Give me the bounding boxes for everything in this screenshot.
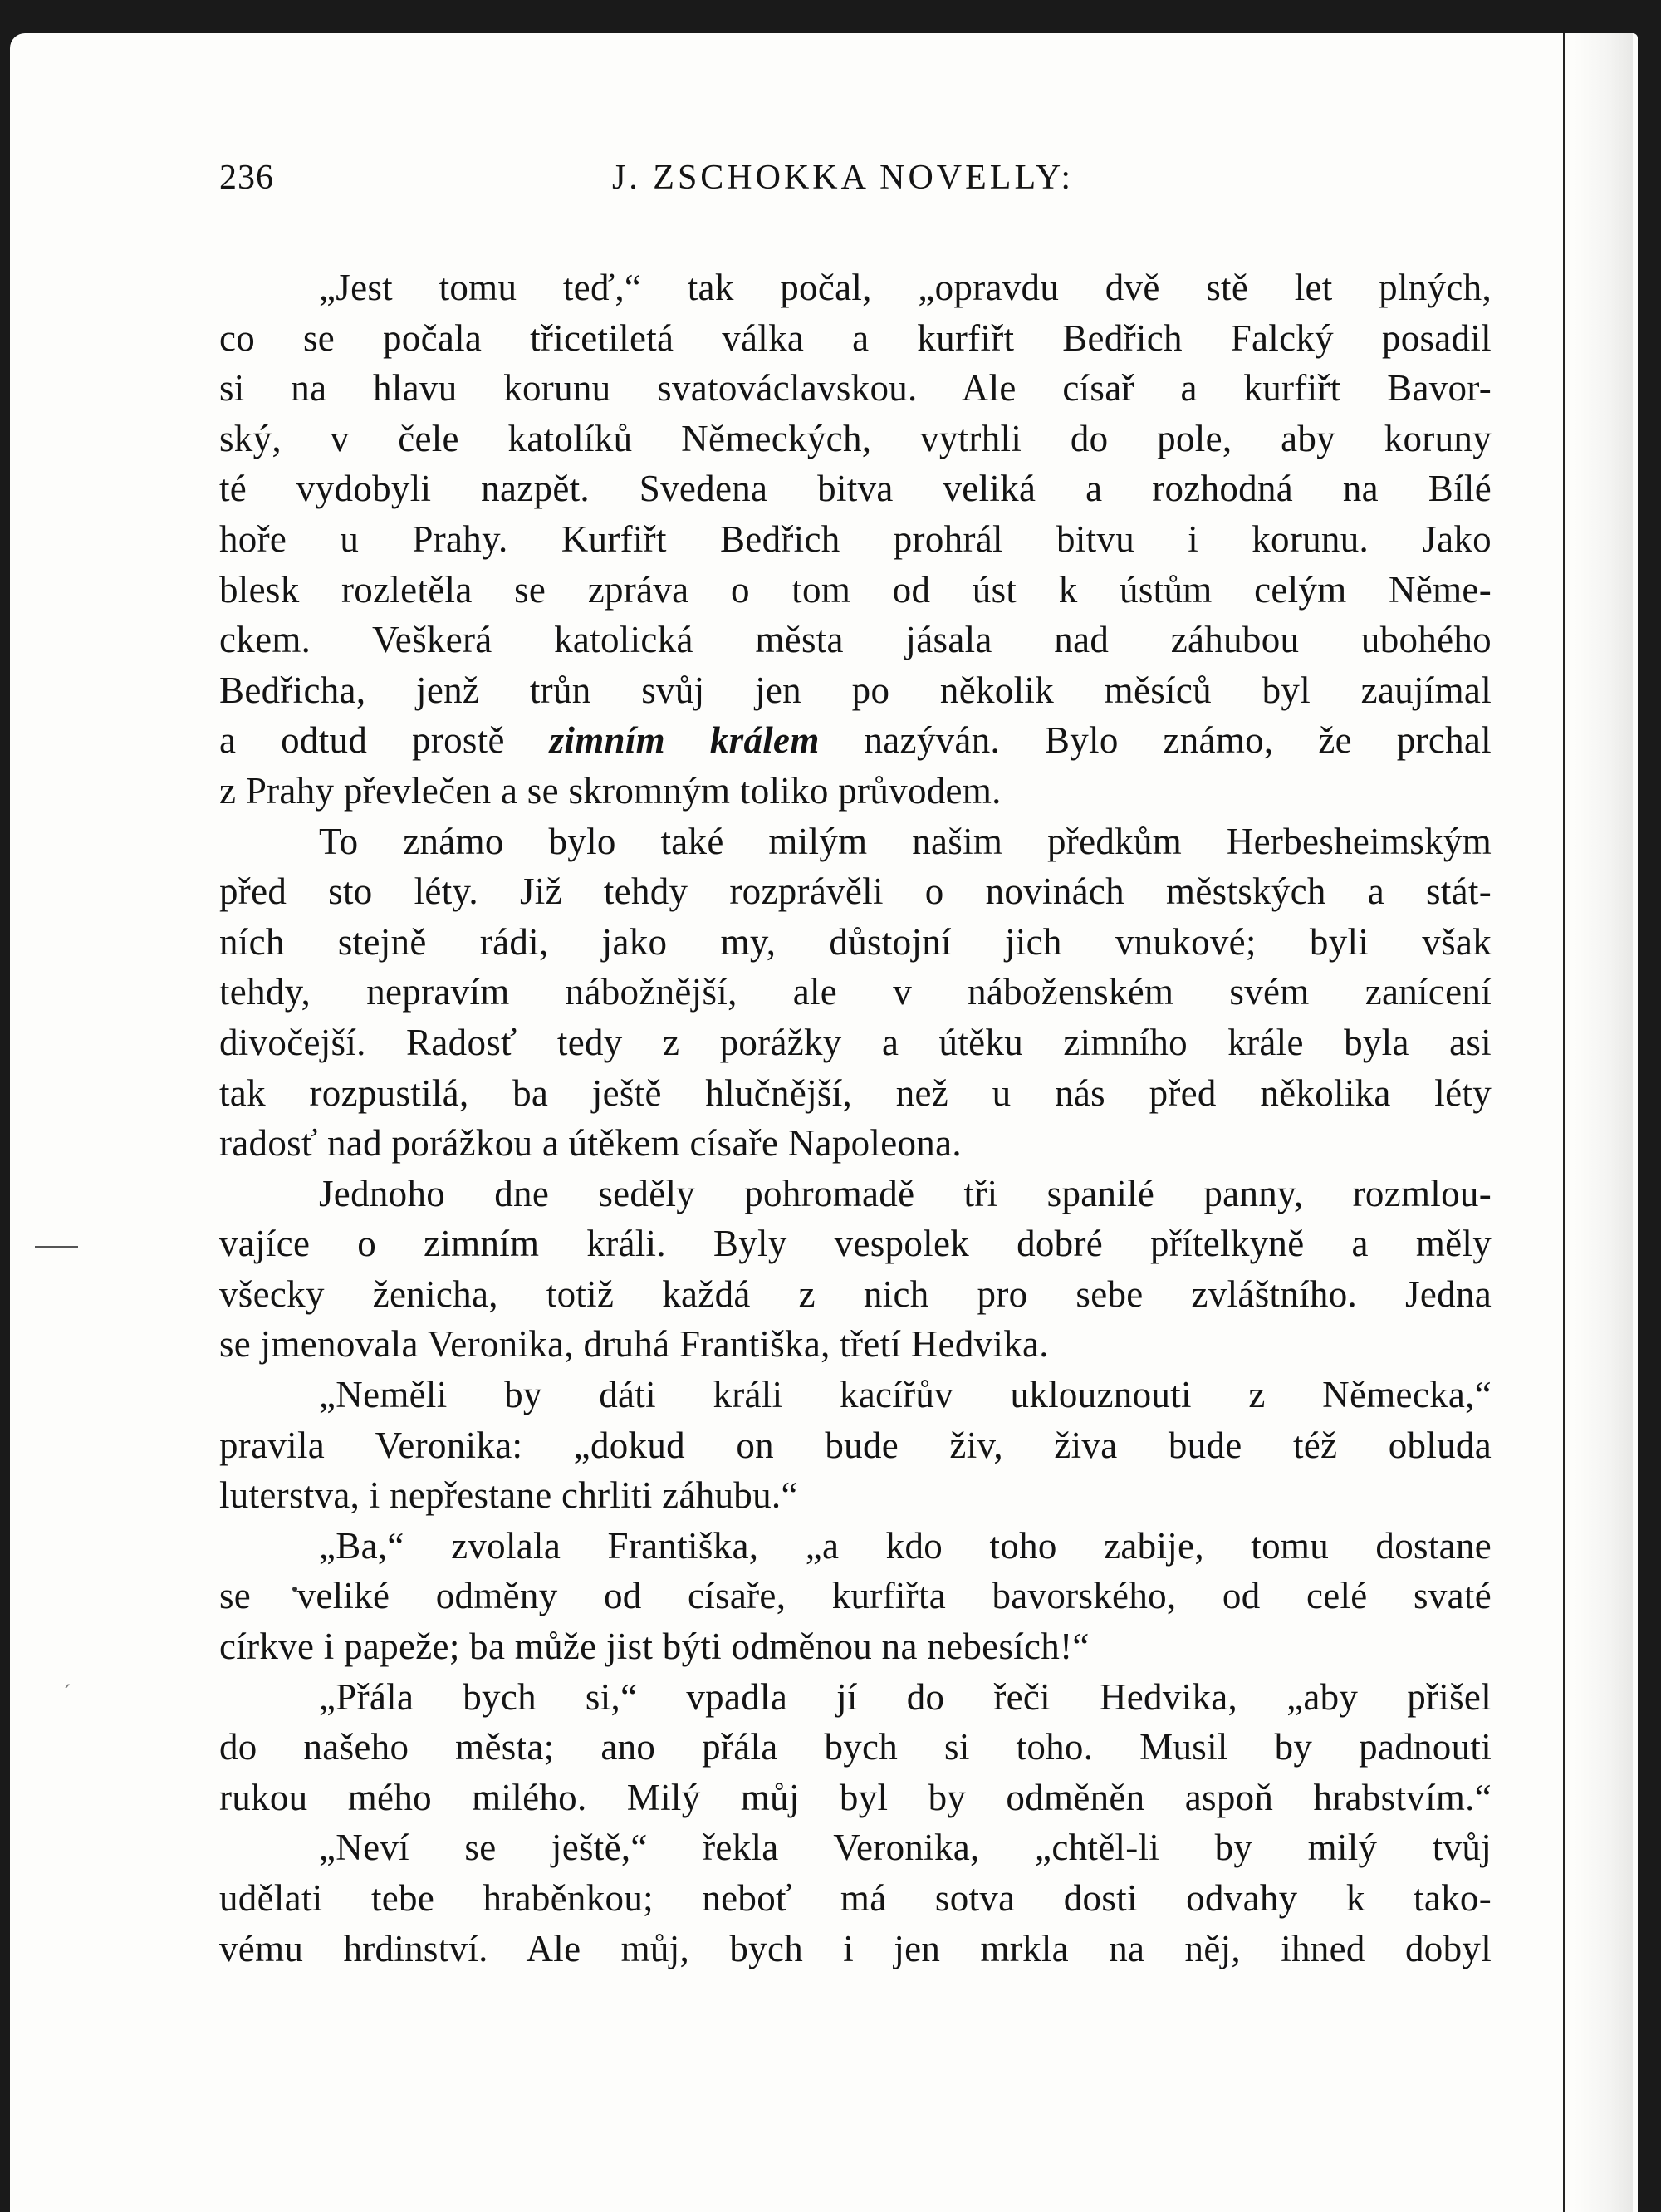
text-line: té vydobyli nazpět. Svedena bitva veliká a rozhodná na Bílé — [219, 468, 1492, 510]
text-line: Bedřicha, jenž trůn svůj jen po několik měsíců byl zaujímal — [219, 669, 1492, 711]
text-line: „Ba,“ zvolala Františka, „a kdo toho zabije, tomu dostane — [319, 1524, 1492, 1567]
text-line: z Prahy převlečen a se skromným toliko průvodem. — [219, 769, 1002, 812]
text-line: pravila Veronika: „dokud on bude živ, živa bude též obluda — [219, 1424, 1492, 1466]
paragraph-6 — [219, 1672, 1492, 1823]
text-line: „Neví se ještě,“ řekla Veronika, „chtěl-li by milý tvůj — [319, 1827, 1492, 1869]
margin-dash-mark — [35, 1246, 78, 1248]
text-line: ních stejně rádi, jako my, důstojní jich vnukové; byli však — [219, 920, 1492, 963]
text-line-with-italic — [219, 715, 1492, 766]
text-line: blesk rozletěla se zpráva o tom od úst k ústům celým Něme- — [219, 568, 1492, 611]
paragraph-1 — [219, 262, 1492, 817]
paragraph-3 — [219, 1169, 1492, 1370]
text-line: všecky ženicha, totiž každá z nich pro sebe zvláštního. Jedna — [219, 1273, 1492, 1315]
text-line: To známo bylo také milým našim předkům Herbesheimským — [319, 820, 1492, 862]
text-line: do našeho města; ano přála bych si toho. Musil by padnouti — [219, 1726, 1492, 1768]
text-line: „Přála bych si,“ vpadla jí do řeči Hedvika, „aby přišel — [319, 1675, 1492, 1718]
text-segment: nazýván. Bylo známo, že prchal — [864, 719, 1492, 762]
text-line: se jmenovala Veronika, druhá Františka, třetí Hedvika. — [219, 1323, 1049, 1366]
text-line: vému hrdinství. Ale můj, bych i jen mrkla na něj, ihned dobyl — [219, 1927, 1492, 1969]
page-edge-shadow — [1575, 33, 1633, 2212]
paragraph-5 — [219, 1521, 1492, 1672]
margin-tick-mark: ´ — [61, 1682, 71, 1705]
text-block — [219, 158, 1492, 1974]
italic-phrase: zimním králem — [549, 719, 820, 762]
text-line: tehdy, nepravím nábožnější, ale v náboženském svém zanícení — [219, 971, 1492, 1013]
paragraph-2 — [219, 817, 1492, 1169]
text-line: ckem. Veškerá katolická města jásala nad záhubou ubohého — [219, 619, 1492, 661]
text-line: co se počala třicetiletá válka a kurfiřt Bedřich Falcký posadil — [219, 316, 1492, 359]
text-line: se veliké odměny od císaře, kurfiřta bavorského, od celé svaté — [219, 1575, 1492, 1617]
text-line: rukou mého milého. Milý můj byl by odměněn aspoň hrabstvím.“ — [219, 1776, 1492, 1818]
text-line: luterstva, i nepřestane chrliti záhubu.“ — [219, 1474, 798, 1517]
text-line: hoře u Prahy. Kurfiřt Bedřich prohrál bitvu i korunu. Jako — [219, 517, 1492, 560]
text-line: divočejší. Radosť tedy z porážky a útěku zimního krále byla asi — [219, 1021, 1492, 1063]
paragraph-7 — [219, 1822, 1492, 1974]
text-line: „Jest tomu teď,“ tak počal, „opravdu dvě stě let plných, — [319, 267, 1492, 308]
text-line: vajíce o zimním králi. Byly vespolek dobré přítelkyně a měly — [219, 1223, 1492, 1265]
text-line: udělati tebe hraběnkou; neboť má sotva dosti odvahy k tako- — [219, 1877, 1492, 1919]
text-line: před sto léty. Již tehdy rozprávěli o novinách městských a stát- — [219, 871, 1492, 913]
text-segment: a odtud prostě — [219, 719, 505, 762]
text-line: radosť nad porážkou a útěkem císaře Napoleona. — [219, 1122, 962, 1165]
page-header — [219, 158, 1492, 208]
text-line: Jednoho dne seděly pohromadě tři spanilé panny, rozmlou- — [319, 1172, 1492, 1214]
text-line: si na hlavu korunu svatováclavskou. Ale císař a kurfiřt Bavor- — [219, 367, 1492, 410]
running-title: J. ZSCHOKKA NOVELLY: — [611, 159, 1075, 197]
paragraph-4 — [219, 1370, 1492, 1521]
paper-sheet — [10, 33, 1638, 2212]
text-line: „Neměli by dáti králi kacířův uklouznouti z Německa,“ — [319, 1374, 1492, 1416]
page-number: 236 — [219, 159, 274, 197]
text-line: tak rozpustilá, ba ještě hlučnější, než u nás před několika léty — [219, 1072, 1492, 1114]
binding-edge-line — [1563, 33, 1565, 2212]
text-line: církve i papeže; ba může jist býti odměnou na nebesích!“ — [219, 1626, 1090, 1668]
text-line: ský, v čele katolíků Německých, vytrhli do pole, aby koruny — [219, 417, 1492, 459]
